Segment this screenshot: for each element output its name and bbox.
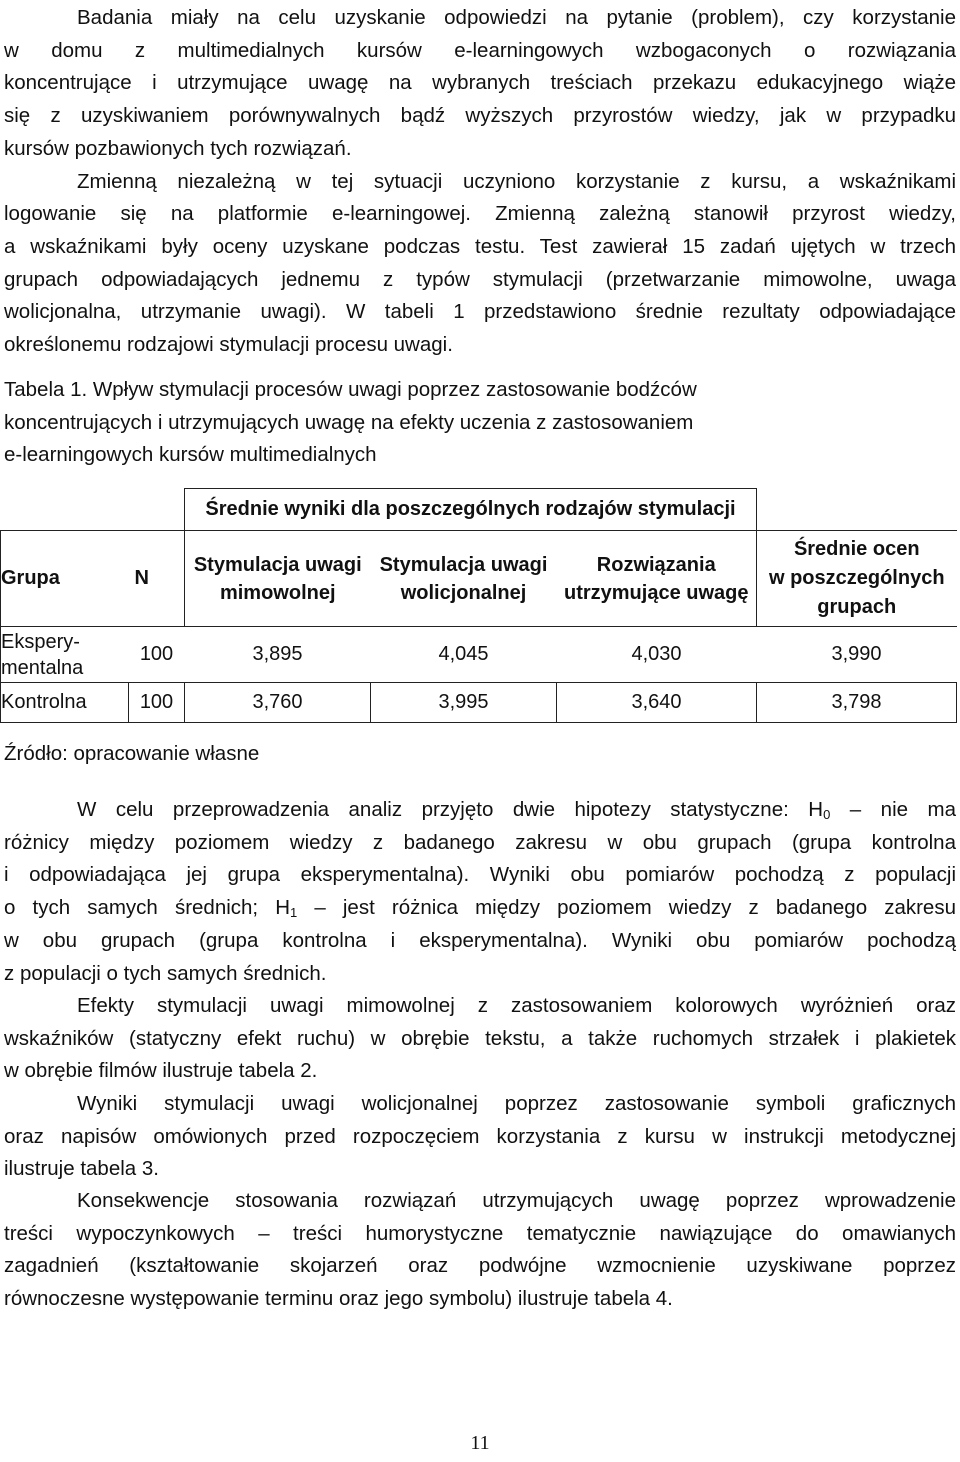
cell-group: Kontrolna [1,683,129,723]
table-row [1,683,957,723]
header-line: Średnie ocen [793,538,920,560]
text-line: oraz napisów omówionych przed rozpoczęciem korzystania z kursu w instrukcji metodycznej [4,1124,956,1148]
cell-group [1,627,129,683]
caption-line: Tabela 1. Wpływ stymulacji procesów uwagi poprzez zastosowanie bodźców [4,378,697,401]
header-stim-involuntary [185,531,371,627]
table-row [1,627,957,683]
paragraph-hypotheses [4,794,956,990]
cell-stim-involuntary: 3,760 [185,683,371,723]
text-line: logowanie się na platformie e-learningowej. Zmienną zależną stanowił przyrost wiedzy, [4,202,956,226]
paragraph-intro [4,2,956,362]
span-header: Średnie wyniki dla poszczególnych rodzajów stymulacji [185,489,757,531]
paragraph-table4 [4,1185,956,1316]
text-line: Konsekwencje stosowania rozwiązań utrzymujących uwagę poprzez wprowadzenie [77,1189,956,1212]
header-group: Grupa [1,531,129,627]
text-fragment: – jest różnica między poziomem wiedzy z badanego zakresu [297,896,956,920]
caption-line: koncentrujących i utrzymujących uwagę na efekty uczenia z zastosowaniem [4,410,694,434]
cell-n: 100 [129,683,185,723]
header-stim-voluntary [371,531,557,627]
cell-group-average: 3,990 [757,627,957,683]
text-fragment: W celu przeprowadzenia analiz przyjęto dwie hipotezy statystyczne: H [77,798,824,821]
text-line: wskaźników (statyczny efekt ruchu) w obrębie tekstu, a także ruchomych strzałek i plakietek [4,1026,956,1050]
text-line: wolicjonalna, utrzymanie uwagi). W tabeli 1 przedstawiono średnie rezultaty odpowiadające [4,300,956,324]
text-line [4,794,956,827]
subscript: 1 [290,905,298,921]
cell-n: 100 [129,627,185,683]
text-line: kursów pozbawionych tych rozwiązań. [4,136,352,160]
header-group-average [757,531,957,627]
text-line: zagadnień (kształtowanie skojarzeń oraz podwójne wzmocnienie uzyskiwane poprzez [4,1254,956,1278]
cell-stim-involuntary: 3,895 [185,627,371,683]
text-line: i odpowiadająca jej grupa eksperymentalna). Wyniki obu pomiarów pochodzą z populacji [4,863,956,887]
text-line: w obrębie filmów ilustruje tabela 2. [4,1059,318,1083]
header-line: mimowolnej [219,581,336,604]
text-line: grupach odpowiadających jednemu z typów stymulacji (przetwarzanie mimowolne, uwaga [4,267,956,291]
text-line: treści wypoczynkowych – treści humorystyczne tematycznie nawiązujące do omawianych [4,1221,956,1245]
paragraph-table2 [4,990,956,1088]
text-line: ilustruje tabela 3. [4,1157,159,1181]
header-line: wolicjonalnej [400,581,527,604]
page-number: 11 [470,1432,490,1454]
cell-attention-keeping: 3,640 [557,683,757,723]
cell-line: mentalna [1,656,84,679]
text-line: się z uzyskiwaniem porównywalnych bądź wyższych przyrostów wiedzy, jak w przypadku [4,104,956,128]
header-line: Stymulacja uwagi [379,553,548,576]
cell-attention-keeping: 4,030 [557,627,757,683]
text-line: w domu z multimedialnych kursów e-learningowych wzbogaconych o rozwiązania [4,38,956,62]
header-line: w poszczególnych [768,567,945,589]
header-n: N [129,531,185,627]
text-line: a wskaźnikami były oceny uzyskane podczas testu. Test zawierał 15 zadań ujętych w trzech [4,234,956,258]
caption-line: e-learningowych kursów multimedialnych [4,443,377,466]
subscript: 0 [823,807,831,822]
header-line: Stymulacja uwagi [193,553,362,576]
text-line: Wyniki stymulacji uwagi wolicjonalnej poprzez zastosowanie symboli graficznych [77,1092,956,1115]
table-source: Źródło: opracowanie własne [4,742,260,765]
header-line: Rozwiązania [596,553,716,576]
text-line: z populacji o tych samych średnich. [4,961,327,985]
text-fragment: – nie ma [830,798,956,821]
text-line: w obu grupach (grupa kontrolna i eksperymentalna). Wyniki obu pomiarów pochodzą [4,928,956,952]
text-line: różnicy między poziomem wiedzy z badanego zakresu w obu grupach (grupa kontrolna [4,830,956,854]
text-line [4,892,956,925]
text-line: Zmienną niezależną w tej sytuacji uczyniono korzystanie z kursu, a wskaźnikami [77,169,956,193]
text-line: Efekty stymulacji uwagi mimowolnej z zastosowaniem kolorowych wyróżnień oraz [77,994,956,1017]
paragraph-table3 [4,1088,956,1186]
header-line: utrzymujące uwagę [563,581,749,604]
results-table [0,488,957,723]
cell-line: Ekspery- [1,630,80,653]
cell-stim-voluntary: 4,045 [371,627,557,683]
text-line: koncentrujące i utrzymujące uwagę na wybranych treściach przekazu edukacyjnego wiąże [4,71,956,95]
header-attention-keeping [557,531,757,627]
header-line: grupach [817,596,897,618]
table-caption [4,374,904,472]
text-line: określonemu rodzajowi stymulacji procesu uwagi. [4,333,453,357]
text-line: Badania miały na celu uzyskanie odpowiedzi na pytanie (problem), czy korzystanie [77,6,956,29]
text-fragment: o tych samych średnich; H [4,896,291,920]
text-line: równoczesne występowanie terminu oraz jego symbolu) ilustruje tabela 4. [4,1287,673,1311]
cell-stim-voluntary: 3,995 [371,683,557,723]
cell-group-average: 3,798 [757,683,957,723]
